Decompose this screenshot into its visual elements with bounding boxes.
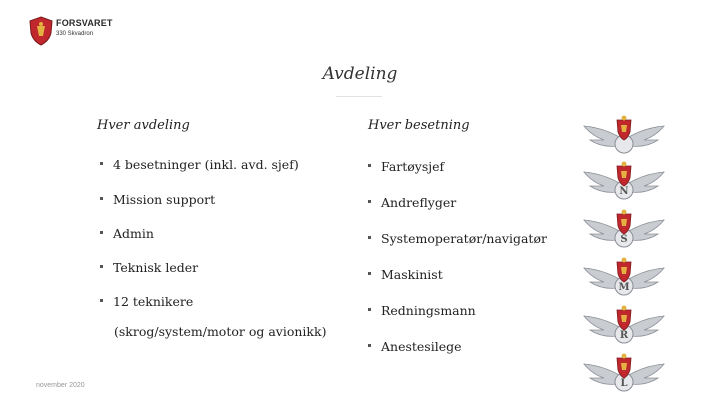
list-item: Andreflyger: [368, 195, 456, 210]
bullet-icon: [100, 231, 103, 234]
list-item: 12 teknikere: [100, 294, 193, 309]
bullet-icon: [100, 197, 103, 200]
bullet-icon: [100, 265, 103, 268]
right-column-heading: Hver besetning: [368, 118, 470, 133]
title-divider: [336, 96, 382, 97]
bullet-icon: [368, 308, 371, 311]
slide-title: Avdeling: [322, 64, 398, 84]
bullet-icon: [100, 162, 103, 165]
badge-letter: R: [619, 330, 629, 341]
bullet-icon: [368, 200, 371, 203]
wing-badge-icon: [582, 256, 666, 300]
left-column-heading: Hver avdeling: [97, 118, 190, 133]
logo-name: FORSVARET: [56, 18, 113, 28]
badge-letter: N: [619, 186, 629, 197]
list-item: Systemoperatør/navigatør: [368, 231, 547, 246]
wing-badge-icon: [582, 304, 666, 348]
list-item: Anestesilege: [368, 339, 462, 354]
bullet-icon: [368, 164, 371, 167]
footer-date: november 2020: [36, 382, 85, 389]
list-item: Teknisk leder: [100, 260, 198, 275]
badge-letter: L: [620, 378, 628, 389]
list-item: 4 besetninger (inkl. avd. sjef): [100, 157, 299, 172]
list-item: Admin: [100, 226, 154, 241]
list-item: Maskinist: [368, 267, 443, 282]
badge-letter: S: [620, 234, 628, 245]
wing-badge-icon: [582, 208, 666, 252]
forsvaret-logo: [28, 16, 128, 46]
list-item: Fartøysjef: [368, 159, 444, 174]
wing-badge-icon: [582, 160, 666, 204]
list-item: Mission support: [100, 192, 215, 207]
bullet-icon: [100, 299, 103, 302]
wing-badge-icon: [582, 114, 666, 158]
bullet-icon: [368, 272, 371, 275]
list-item: Redningsmann: [368, 303, 476, 318]
coat-of-arms-icon: [28, 16, 54, 46]
logo-subtitle: 330 Skvadron: [56, 31, 94, 37]
bullet-icon: [368, 236, 371, 239]
bullet-icon: [368, 344, 371, 347]
list-item-note: (skrog/system/motor og avionikk): [114, 324, 327, 339]
badge-letter: M: [618, 282, 630, 293]
wing-badge-icon: [582, 352, 666, 396]
